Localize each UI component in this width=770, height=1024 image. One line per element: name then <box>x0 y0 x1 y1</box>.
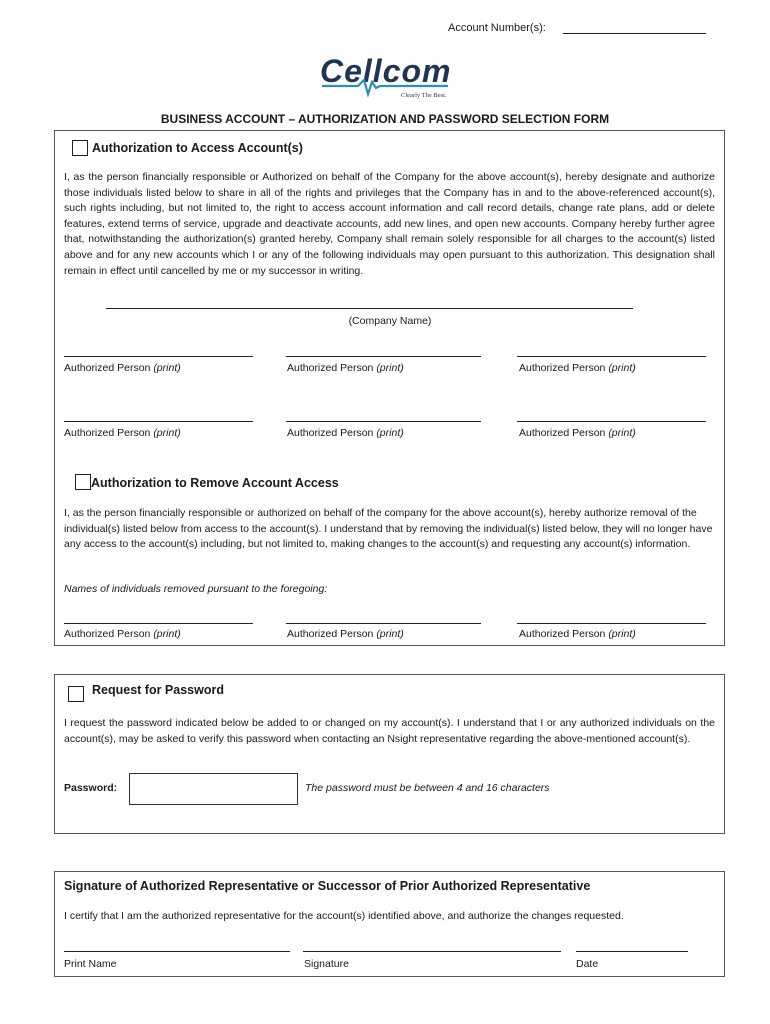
cellcom-logo <box>318 52 454 102</box>
access-person-field[interactable] <box>64 356 253 357</box>
signature-section-body: I certify that I am the authorized representative for the account(s) identified above, and authorize the changes requested. <box>64 910 624 922</box>
authorized-person-caption: Authorized Person (print) <box>287 427 404 439</box>
company-name-label: (Company Name) <box>348 315 432 327</box>
access-person-field[interactable] <box>286 356 481 357</box>
access-section-body: I, as the person financially responsible or Authorized on behalf of the Company for the above account(s), hereby designate and authorize those individuals listed below to share in all of the rights and privileges that the Company has in and to the above-referenced account(s), such rights including, but not limited to, the right to access account information and call record details, change rate plans, add or delete features, extend terms of service, upgrade and deactivate accounts, add new lines, and open new accounts. Company hereby further agree that, notwithstanding the authorization(s) granted hereby, Company shall remain solely responsible for all charges to the account(s) listed above and for any new accounts which I or any of the following individuals may open pursuant to this authorization. This designation shall remain in effect until cancelled by me or my successor in writing. <box>64 171 715 277</box>
account-number-label: Account Number(s): <box>448 22 546 34</box>
logo-tagline: Clearly The Best. <box>401 92 447 99</box>
password-label: Password: <box>64 782 118 794</box>
access-person-field[interactable] <box>286 421 481 422</box>
access-person-field[interactable] <box>517 421 706 422</box>
authorized-person-caption: Authorized Person (print) <box>519 362 636 374</box>
authorized-person-caption: Authorized Person (print) <box>287 362 404 374</box>
access-section-title: Authorization to Access Account(s) <box>92 141 303 155</box>
signature-section-title: Signature of Authorized Representative or Successor of Prior Authorized Representative <box>64 879 591 893</box>
logo-wordmark: Cellcom <box>320 53 452 89</box>
password-length-note: The password must be between 4 and 16 characters <box>305 782 550 794</box>
account-number-row <box>448 20 546 36</box>
password-checkbox[interactable] <box>68 686 84 702</box>
remove-section-body: I, as the person financially responsible or authorized on behalf of the company for the above account(s), hereby authorize removal of the individual(s) listed below from access to the account(s). I understand that by removing the individual(s) listed below, they will no longer have any access to the account(s) including, but not limited to, making changes to the account(s) and requesting any account(s) information. <box>64 507 713 551</box>
authorized-person-caption: Authorized Person (print) <box>64 427 181 439</box>
password-input[interactable] <box>129 773 298 805</box>
authorized-person-caption: Authorized Person (print) <box>519 427 636 439</box>
password-section-box <box>54 674 725 834</box>
authorized-person-caption: Authorized Person (print) <box>64 362 181 374</box>
date-label: Date <box>576 958 599 970</box>
authorized-person-caption: Authorized Person (print) <box>519 628 636 640</box>
remove-person-field[interactable] <box>517 623 706 624</box>
print-name-label: Print Name <box>64 958 117 970</box>
access-person-field[interactable] <box>64 421 253 422</box>
signature-label: Signature <box>304 958 349 970</box>
signature-field[interactable] <box>303 951 561 952</box>
removed-names-note: Names of individuals removed pursuant to the foregoing: <box>64 583 328 595</box>
access-person-field[interactable] <box>517 356 706 357</box>
password-section-title: Request for Password <box>92 683 224 697</box>
form-title: BUSINESS ACCOUNT – AUTHORIZATION AND PASSWORD SELECTION FORM <box>160 112 610 126</box>
remove-checkbox[interactable] <box>75 474 91 490</box>
authorized-person-caption: Authorized Person (print) <box>64 628 181 640</box>
account-number-field[interactable] <box>563 33 706 34</box>
print-name-field[interactable] <box>64 951 290 952</box>
authorized-person-caption: Authorized Person (print) <box>287 628 404 640</box>
remove-section-title: Authorization to Remove Account Access <box>91 476 339 490</box>
remove-person-field[interactable] <box>64 623 253 624</box>
password-section-body: I request the password indicated below be added to or changed on my account(s). I understand that I or any authorized individuals on the account(s), may be asked to verify this password when contacting an Nsight representative regarding the above-mentioned account(s). <box>64 717 715 745</box>
date-field[interactable] <box>576 951 688 952</box>
access-checkbox[interactable] <box>72 140 88 156</box>
company-name-field[interactable] <box>106 308 633 309</box>
cellcom-logo-graphic <box>318 52 454 102</box>
remove-person-field[interactable] <box>286 623 481 624</box>
